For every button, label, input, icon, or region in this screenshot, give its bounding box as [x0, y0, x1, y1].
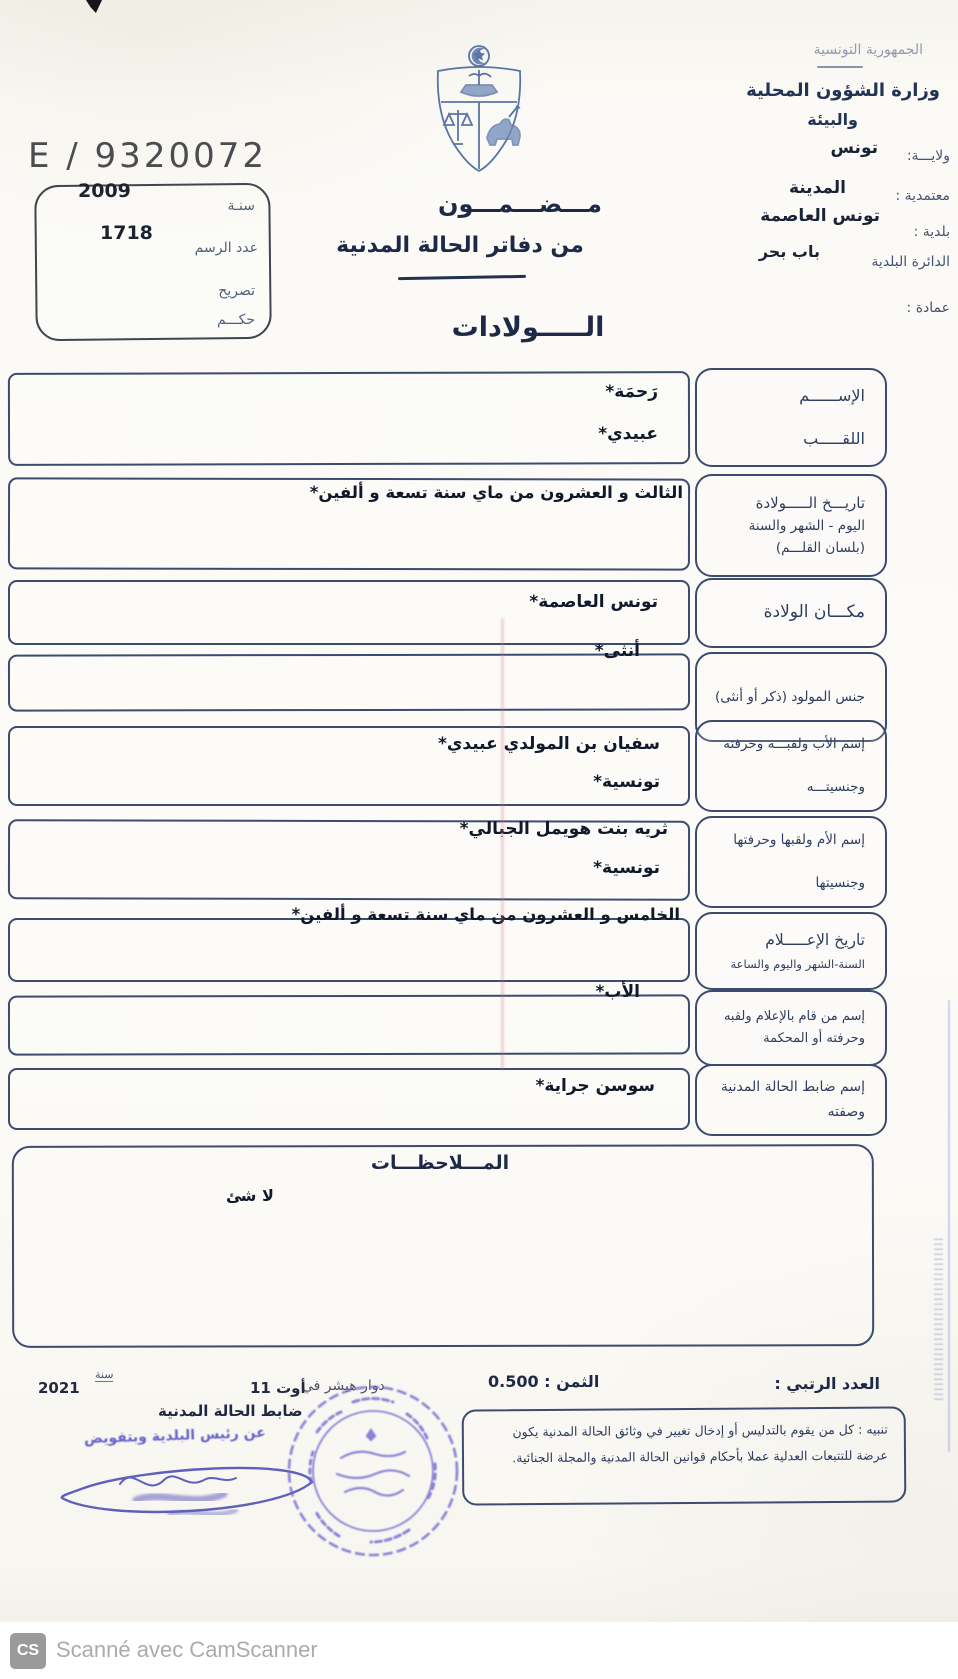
label-surname: اللقـــــب [803, 429, 865, 448]
label-officer-1: إسم ضابط الحالة المدنية [720, 1079, 865, 1095]
title-underline [398, 275, 526, 280]
stamp-box-judgment-label: حكـــم [216, 312, 255, 328]
label-box-officer [695, 1064, 887, 1136]
field-municipality-label: بلدية : [913, 224, 950, 240]
label-birth-date-2: اليوم - الشهر والسنة [748, 518, 865, 534]
remarks-title: المـــلاحظـــات [370, 1152, 510, 1174]
label-father-1: إسم الأب ولقبـــه وحرفته [723, 736, 865, 752]
camscanner-label: Scanné avec CamScanner [56, 1637, 318, 1662]
value-father-name: سفيان بن المولدي عبيدي* [437, 734, 660, 754]
label-box-name [695, 368, 887, 467]
label-box-notification-date [695, 912, 887, 990]
delegation-stamp-text: عن رئيس البلدية وبتفويض [83, 1424, 267, 1448]
label-box-mother [695, 816, 887, 908]
title-line-1: مـــضـــمـــون [438, 190, 602, 218]
tunisia-emblem-icon [423, 40, 535, 180]
field-municipality-value: تونس العاصمة [760, 206, 880, 226]
label-first-name: الإســــــم [799, 386, 865, 405]
stamp-box-year-value: 2009 [78, 180, 131, 202]
page-edge-line [948, 1000, 950, 1452]
remarks-value: لا شئ [226, 1186, 274, 1205]
value-box-gender [8, 653, 690, 711]
stamp-box-year-label: سنـة [227, 198, 255, 214]
value-mother-name: ثريه بنت هويمل الجبالي* [459, 819, 668, 839]
value-officer: سوسن جراية* [535, 1076, 655, 1096]
label-notification-date-1: تاريخ الإعـــــلام [765, 931, 865, 950]
field-omda-label: عمادة : [906, 300, 950, 316]
value-gender: أنثى* [594, 641, 640, 661]
field-district-value: باب بحر [758, 242, 820, 261]
value-box-notifier [8, 994, 690, 1055]
label-notification-date-2: السنة-الشهر واليوم والساعة [730, 956, 865, 971]
label-gender: جنس المولود (ذكر أو أنثى) [714, 688, 865, 705]
header-ministry-2: والبيئة [807, 110, 858, 129]
stamp-box-deed-label: عدد الرسم [194, 240, 258, 256]
value-notification-date: الخامس و العشرون من ماي سنة تسعة و ألفين* [291, 905, 680, 924]
value-box-name [8, 371, 690, 466]
field-district-label: الدائرة البلدية [871, 254, 950, 270]
label-birth-place: مكـــان الولادة [763, 602, 865, 623]
price-label: الثمن : 0.500 [488, 1372, 600, 1391]
field-delegation-value: المدينة [788, 178, 846, 198]
stamp-box-deed-value: 1718 [100, 222, 153, 244]
value-box-birth-place [8, 580, 690, 645]
issue-year: 2021 [38, 1379, 80, 1397]
field-delegation-label: معتمدية : [895, 188, 950, 204]
stamp-box-declaration-label: تصريح [218, 283, 255, 299]
value-notifier: الأب* [595, 982, 640, 1002]
header-republic: الجمهورية التونسية [813, 42, 923, 58]
remarks-box [12, 1144, 874, 1348]
value-birth-place: تونس العاصمة* [529, 592, 658, 612]
value-mother-nationality: تونسية* [593, 858, 660, 878]
camscanner-icon: CS [10, 1633, 46, 1669]
label-mother-1: إسم الأم ولقبها وحرفتها [733, 832, 865, 848]
label-notifier-2: وحرفته أو المحكمة [763, 1030, 865, 1046]
value-box-notification-date [8, 918, 690, 982]
label-officer-2: وصفته [827, 1103, 865, 1120]
officer-signature-title: ضابط الحالة المدنية [158, 1402, 303, 1420]
round-official-stamp [283, 1372, 463, 1570]
value-birth-date: الثالث و العشرون من ماي سنة تسعة و ألفين* [309, 483, 683, 502]
field-wilaya-value: تونس [830, 138, 878, 158]
label-birth-date-3: (بلسان القلـــم) [775, 539, 865, 556]
issue-day-month: 11 أوت [250, 1379, 306, 1397]
label-box-notifier [695, 990, 887, 1066]
paper-crease [501, 618, 504, 1070]
margin-fine-print [934, 1238, 943, 1400]
field-wilaya-label: ولايـــة: [906, 148, 950, 164]
label-mother-2: وجنسيتها [815, 875, 865, 892]
title-line-2: من دفاتر الحالة المدنية [336, 233, 584, 258]
warning-notice-text: تنبيه : كل من يقوم بالتدليس أو إدخال تغيير في وثائق الحالة المدنية يكون عرضة للتتبعات العدلية عملا بأحكام قوانين الحالة المدنية والمجلة الجنائية. [512, 1421, 889, 1465]
label-birth-date-1: تاريـــخ الـــــولادة [755, 494, 865, 513]
ordinal-number-label: العدد الرتبي : [774, 1374, 880, 1393]
label-box-father [695, 720, 887, 812]
title-line-3: الـــــولادات [451, 312, 605, 343]
corner-ink-mark [86, 0, 102, 13]
warning-notice-box [462, 1406, 907, 1505]
camscanner-bar [0, 1622, 958, 1679]
label-box-birth-place [695, 578, 887, 648]
issue-year-word: سنة [95, 1368, 114, 1381]
label-father-2: وجنسيتـــه [806, 779, 865, 796]
value-father-nationality: تونسية* [593, 772, 660, 792]
serial-number: E / 9320072 [28, 136, 267, 176]
header-separator [817, 66, 863, 68]
label-box-birth-date [695, 474, 887, 577]
label-notifier-1: إسم من قام بالإعلام ولقبه [723, 1009, 865, 1025]
issue-place: دوار هيشر في [302, 1378, 385, 1394]
value-surname: عبيدي* [598, 424, 658, 444]
header-ministry: وزارة الشؤون المحلية [746, 80, 940, 101]
value-first-name: رَحمَة* [605, 382, 658, 402]
